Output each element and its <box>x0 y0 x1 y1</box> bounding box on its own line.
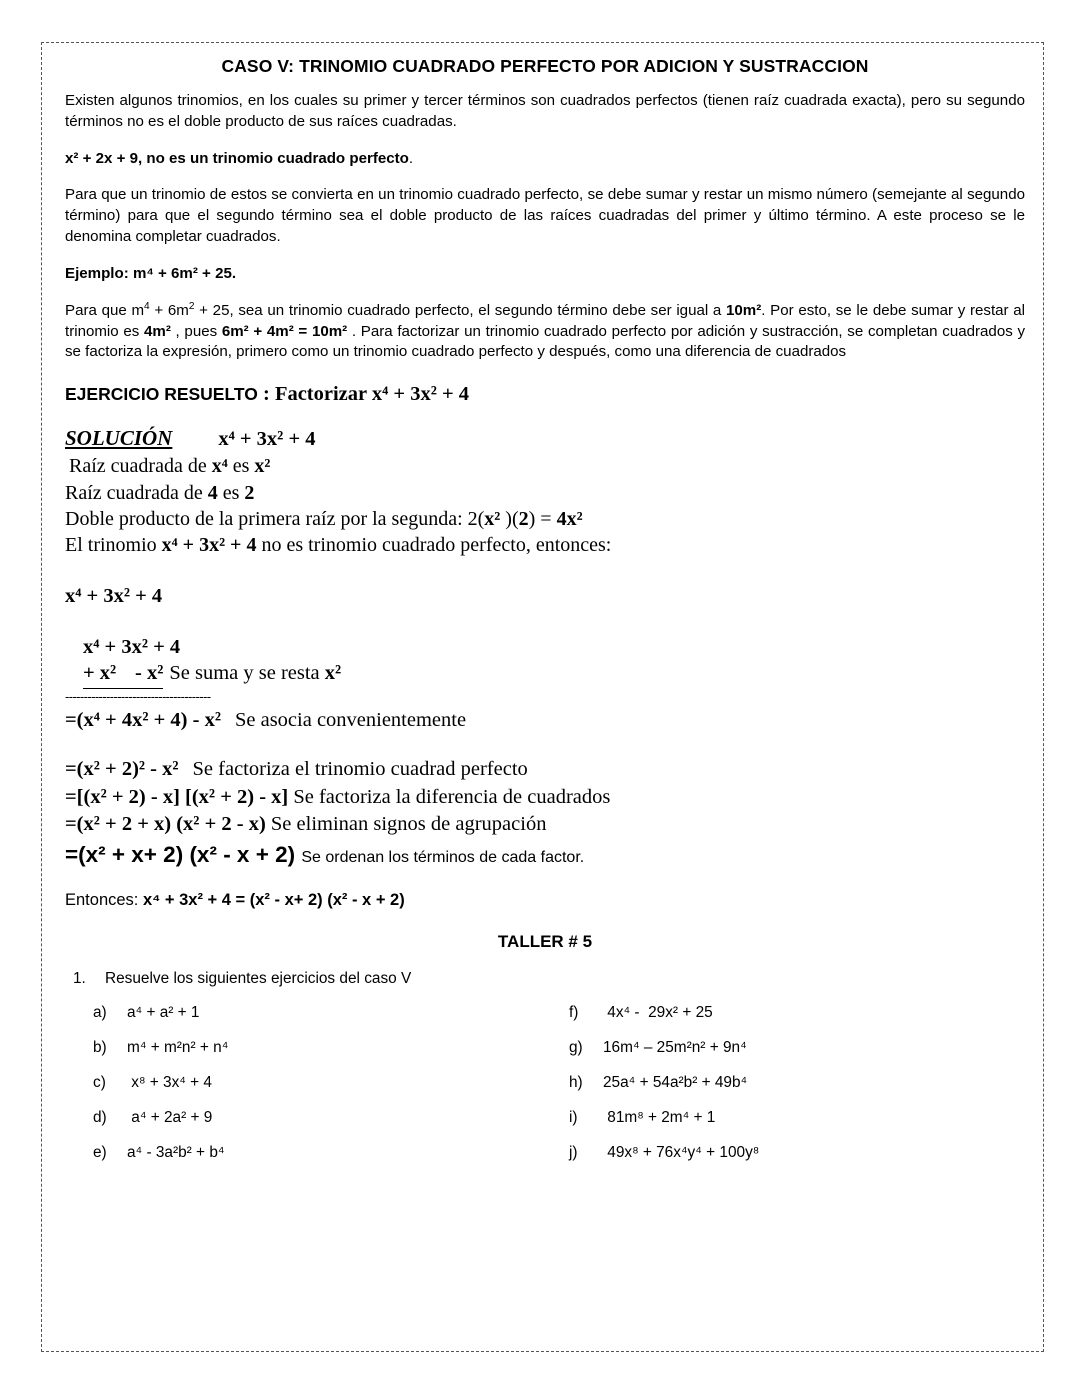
list-item <box>93 1004 549 1022</box>
root2-text-b: es <box>217 481 245 504</box>
taller-instruction <box>65 970 1025 988</box>
exercise-expression: 81m⁸ + 2m⁴ + 1 <box>603 1109 716 1127</box>
double-x2: x² <box>484 508 501 531</box>
exercise-column-right <box>549 1004 1025 1179</box>
counter-example-expression: x² + 2x + 9 <box>65 149 139 167</box>
explain-sup-4a: 4 <box>144 300 150 312</box>
explain-part-5: , pues <box>170 322 222 340</box>
list-item <box>93 1039 549 1057</box>
exercise-label: g) <box>569 1039 583 1057</box>
exercise-label: b) <box>93 1039 107 1057</box>
explain-sup-2a: 2 <box>188 300 195 312</box>
step-order <box>65 840 1025 869</box>
step-signs-expression: =(x² + 2 + x) (x² + 2 - x) <box>65 812 266 835</box>
standalone-expression: x⁴ + 3x² + 4 <box>65 584 163 607</box>
root1-text-b: es <box>227 455 255 478</box>
root2-four: 4 <box>207 481 218 504</box>
solution-label: SOLUCIÓN <box>65 426 173 451</box>
list-item <box>569 1074 1025 1092</box>
counter-example-text: , no es un trinomio cuadrado perfecto <box>138 149 409 167</box>
step-order-note: Se ordenan los términos de cada factor <box>301 849 580 867</box>
step-signs <box>65 811 1025 838</box>
page-title: CASO V: TRINOMIO CUADRADO PERFECTO POR ADICION Y SUSTRACCION <box>221 56 869 76</box>
example-explanation-paragraph <box>65 301 1025 363</box>
double-text-a: Doble producto de la primera raíz por la segunda: 2( <box>65 508 485 531</box>
root2-two: 2 <box>244 481 255 504</box>
exercise-label: c) <box>93 1074 106 1092</box>
exercise-expression: x⁸ + 3x⁴ + 4 <box>127 1074 212 1092</box>
exercise-expression: a⁴ + 2a² + 9 <box>127 1109 213 1127</box>
work-dashed-rule: --------------------------------------- <box>65 689 211 705</box>
work-note-x2: x² <box>324 662 342 685</box>
root2-text-a: Raíz cuadrada de <box>65 481 208 504</box>
conclusion-label: Entonces: <box>65 891 143 910</box>
trinomio-expression: x⁴ + 3x² + 4 <box>161 534 257 557</box>
list-item <box>569 1004 1025 1022</box>
exercise-label: h) <box>569 1074 583 1092</box>
exercise-expression: 49x⁸ + 76x⁴y⁴ + 100y⁸ <box>603 1144 760 1162</box>
example-line <box>65 264 1025 285</box>
solved-exercise-heading <box>65 383 1025 406</box>
explain-part-4: . Por esto, se le debe sumar y restar al trinomio es <box>65 301 1026 340</box>
conclusion-equation: x⁴ + 3x² + 4 = (x² - x+ 2) (x² - x + 2) <box>142 891 405 910</box>
solution-root-line-1 <box>65 453 1025 479</box>
trinomio-text-a: El trinomio <box>65 534 162 557</box>
exercise-label: e) <box>93 1144 107 1162</box>
taller-instruction-number: 1. <box>73 970 86 988</box>
list-item <box>569 1144 1025 1162</box>
root1-x2: x² <box>254 455 271 478</box>
explain-part-6: . Para factorizar un trinomio cuadrado perfecto por adición y sustracción, se completan cuadrados y se factoriza la expresión, primero como un trinomio cuadrado perfecto y después, como una diferencia de cuadrados <box>65 322 1025 361</box>
document-content <box>65 56 1025 1179</box>
step-associate-expression: =(x⁴ + 4x² + 4) - x² <box>65 709 221 732</box>
work-original-expression: x⁴ + 3x² + 4 <box>83 635 181 658</box>
taller-instruction-text: Resuelve los siguientes ejercicios del caso V <box>105 970 412 988</box>
solution-expression: x⁴ + 3x² + 4 <box>218 428 316 451</box>
exercise-label: d) <box>93 1109 107 1127</box>
example-period: . <box>231 264 237 282</box>
exercise-label: f) <box>569 1004 579 1022</box>
solution-heading <box>65 426 1025 451</box>
work-minus-x2: - x² <box>135 662 164 685</box>
work-note-label: Se suma y se resta <box>169 662 325 685</box>
exercise-label: a) <box>93 1004 107 1022</box>
exercise-expression: 4x⁴ - 29x² + 25 <box>603 1004 713 1022</box>
exercise-expression: 16m⁴ – 25m²n² + 9n⁴ <box>603 1039 747 1057</box>
list-item <box>93 1109 549 1127</box>
explain-sum-eq: 6m² + 4m² = 10m² <box>221 322 348 340</box>
exercise-label: i) <box>569 1109 578 1127</box>
example-expression: m⁴ + 6m² + 25 <box>132 264 232 282</box>
list-item <box>93 1144 549 1162</box>
intro-paragraph: Existen algunos trinomios, en los cuales su primer y tercer términos son cuadrados perfectos (tienen raíz cuadrada exacta), pero su segundo términos no es el doble producto de sus raíces cuadradas. <box>65 92 1025 130</box>
rule-paragraph: Para que un trinomio de estos se convierta en un trinomio cuadrado perfecto, se debe sumar y restar un mismo número (semejante al segundo término) para que el segundo término sea el doble producto de las raíces cuadradas del primer y último término. A este proceso se le denomina completar cuadrados. <box>65 186 1025 246</box>
solved-exercise-colon: : <box>257 383 275 406</box>
step-signs-note: Se eliminan signos de agrupación <box>270 812 547 835</box>
step-tcp <box>65 756 1025 783</box>
step-order-note-period: . <box>579 849 585 867</box>
conclusion-line <box>65 891 1025 910</box>
solved-exercise-task: Factorizar <box>274 383 372 406</box>
exercise-label: j) <box>569 1144 578 1162</box>
explain-part-3: + 25, sea un trinomio cuadrado perfecto, el segundo término debe ser igual a <box>194 301 727 319</box>
counter-example-period: . <box>408 149 414 167</box>
exercise-expression: a⁴ - 3a²b² + b⁴ <box>127 1144 225 1162</box>
example-label: Ejemplo: <box>65 264 133 282</box>
trinomio-text-b: no es trinomio cuadrado perfecto, entonces: <box>256 534 612 557</box>
double-result: 4x² <box>556 508 583 531</box>
work-plus-x2: + x² <box>83 662 117 685</box>
solution-not-perfect-line <box>65 532 1025 558</box>
solution-root-line-2 <box>65 480 1025 506</box>
step-difference-note: Se factoriza la diferencia de cuadrados <box>293 785 611 808</box>
exercise-grid <box>65 1004 1025 1179</box>
step-associate <box>65 707 1025 734</box>
step-difference-expression: =[(x² + 2) - x] [(x² + 2) - x] <box>65 785 289 808</box>
explain-part-2: + 6m <box>149 301 189 319</box>
exercise-expression: m⁴ + m²n² + n⁴ <box>127 1039 229 1057</box>
double-text-c: ) = <box>528 508 557 531</box>
exercise-expression: a⁴ + a² + 1 <box>127 1004 200 1022</box>
exercise-expression: 25a⁴ + 54a²b² + 49b⁴ <box>603 1074 748 1092</box>
list-item <box>93 1074 549 1092</box>
solution-double-product-line <box>65 506 1025 532</box>
work-add-subtract-line <box>65 660 1025 689</box>
taller-title: TALLER # 5 <box>497 932 593 952</box>
exercise-column-left <box>93 1004 549 1179</box>
double-text-b: )( <box>500 508 519 531</box>
explain-part-1: Para que m <box>65 301 145 319</box>
work-underline-group <box>83 660 163 689</box>
step-order-expression: =(x² + x+ 2) (x² - x + 2) <box>65 842 296 868</box>
root1-text-a: Raíz cuadrada de <box>69 455 212 478</box>
step-tcp-note: Se factoriza el trinomio cuadrad perfecto <box>192 758 528 781</box>
step-tcp-expression: =(x² + 2)² - x² <box>65 758 179 781</box>
counter-example-line <box>65 149 1025 170</box>
list-item <box>569 1039 1025 1057</box>
step-associate-note: Se asocia convenientemente <box>234 709 467 732</box>
step-difference <box>65 784 1025 811</box>
solved-exercise-label: EJERCICIO RESUELTO <box>65 384 258 405</box>
work-block <box>65 634 1025 911</box>
explain-four-m2: 4m² <box>144 322 171 340</box>
solved-exercise-expression: x⁴ + 3x² + 4 <box>371 383 470 406</box>
double-two: 2 <box>518 508 529 531</box>
explain-ten-m2: 10m² <box>726 301 762 319</box>
list-item <box>569 1109 1025 1127</box>
root1-x4: x⁴ <box>211 455 228 478</box>
